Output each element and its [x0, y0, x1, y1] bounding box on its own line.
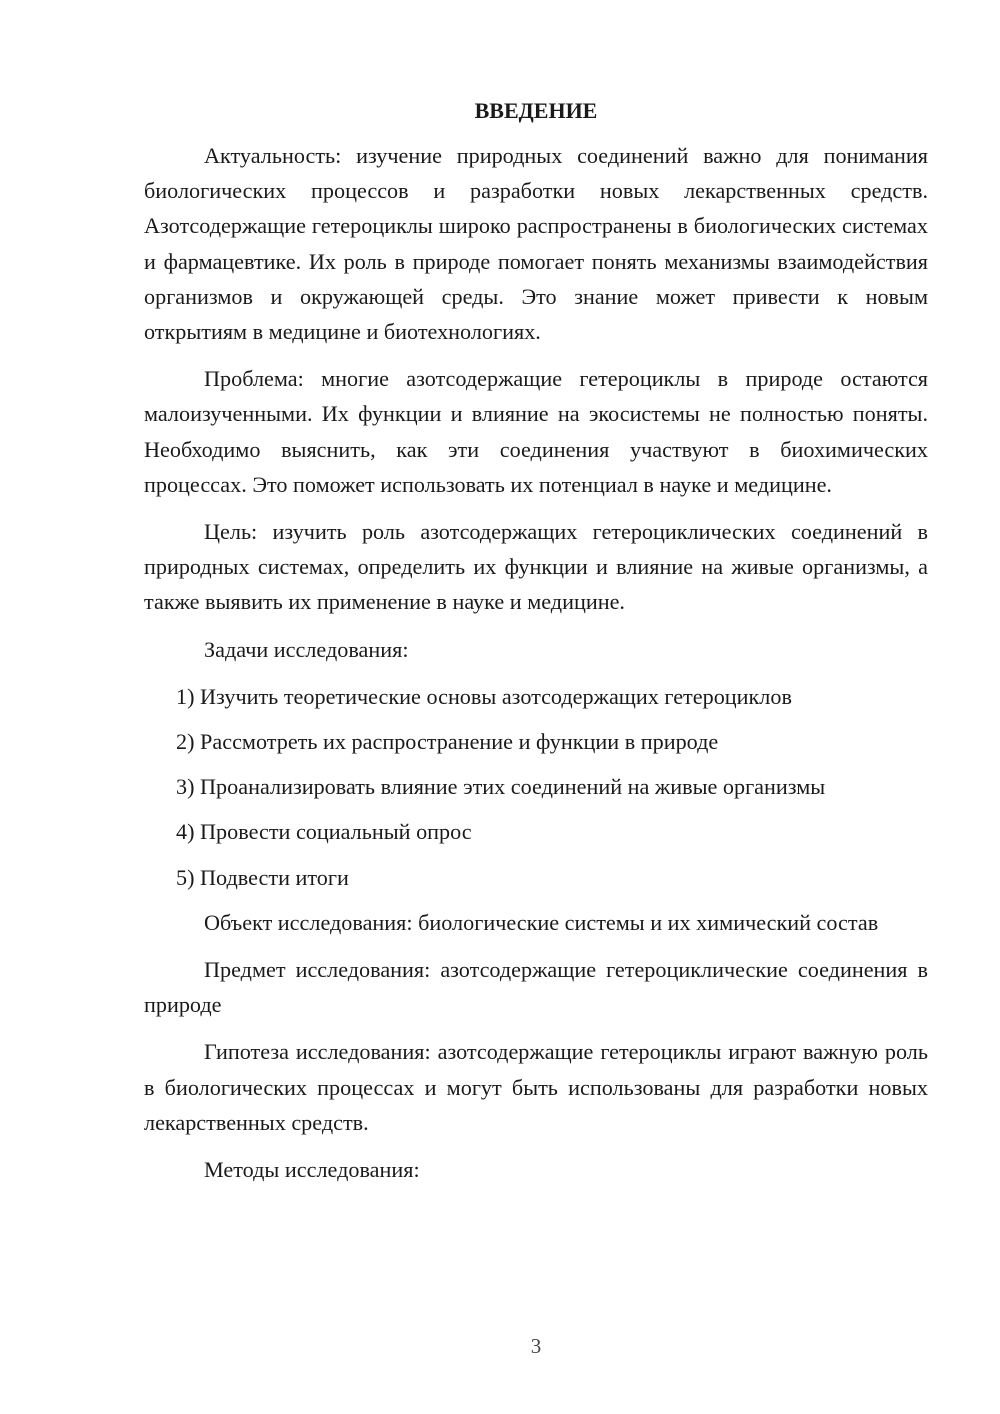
relevance-paragraph: Актуальность: изучение природных соединений важно для понимания биологических процессов и разработки новых лекарственных средств. Азотсодержащие гетероциклы широко распространены в биологических системах и фармацевтике. Их роль в природе помогает понять механизмы взаимодействия организмов и окружающей среды. Это знание может привести к новым открытиям в медицине и биотехнологиях. — [144, 143, 928, 345]
problem-paragraph: Проблема: многие азотсодержащие гетероциклы в природе остаются малоизученными. Их функции и влияние на экосистемы не полностью поняты. Необходимо выяснить, как эти соединения участвуют в биохимических процессах. Это поможет использовать их потенциал в науке и медицине. — [144, 366, 928, 497]
task-item: 4) Провести социальный опрос — [176, 819, 472, 845]
task-item: 3) Проанализировать влияние этих соединений на живые организмы — [176, 774, 826, 800]
page-number: 3 — [530, 1334, 542, 1358]
hypothesis-paragraph: Гипотеза исследования: азотсодержащие гетероциклы играют важную роль в биологических процессах и могут быть использованы для разработки новых лекарственных средств. — [144, 1039, 928, 1135]
task-item: 5) Подвести итоги — [176, 864, 349, 890]
methods-heading: Методы исследования: — [204, 1157, 420, 1183]
tasks-list — [144, 679, 928, 895]
task-item: 2) Рассмотреть их распространение и функции в природе — [176, 729, 719, 755]
tasks-heading: Задачи исследования: — [204, 636, 409, 662]
subject-paragraph: Предмет исследования: азотсодержащие гетероциклические соединения в природе — [144, 957, 928, 1018]
section-title: ВВЕДЕНИЕ — [474, 98, 598, 123]
task-item: 1) Изучить теоретические основы азотсодержащих гетероциклов — [176, 683, 792, 709]
goal-paragraph: Цель: изучить роль азотсодержащих гетероциклических соединений в природных системах, определить их функции и влияние на живые организмы, а также выявить их применение в науке и медицине. — [144, 519, 928, 615]
object-paragraph: Объект исследования: биологические системы и их химический состав — [204, 909, 879, 935]
page-body — [144, 96, 928, 1187]
